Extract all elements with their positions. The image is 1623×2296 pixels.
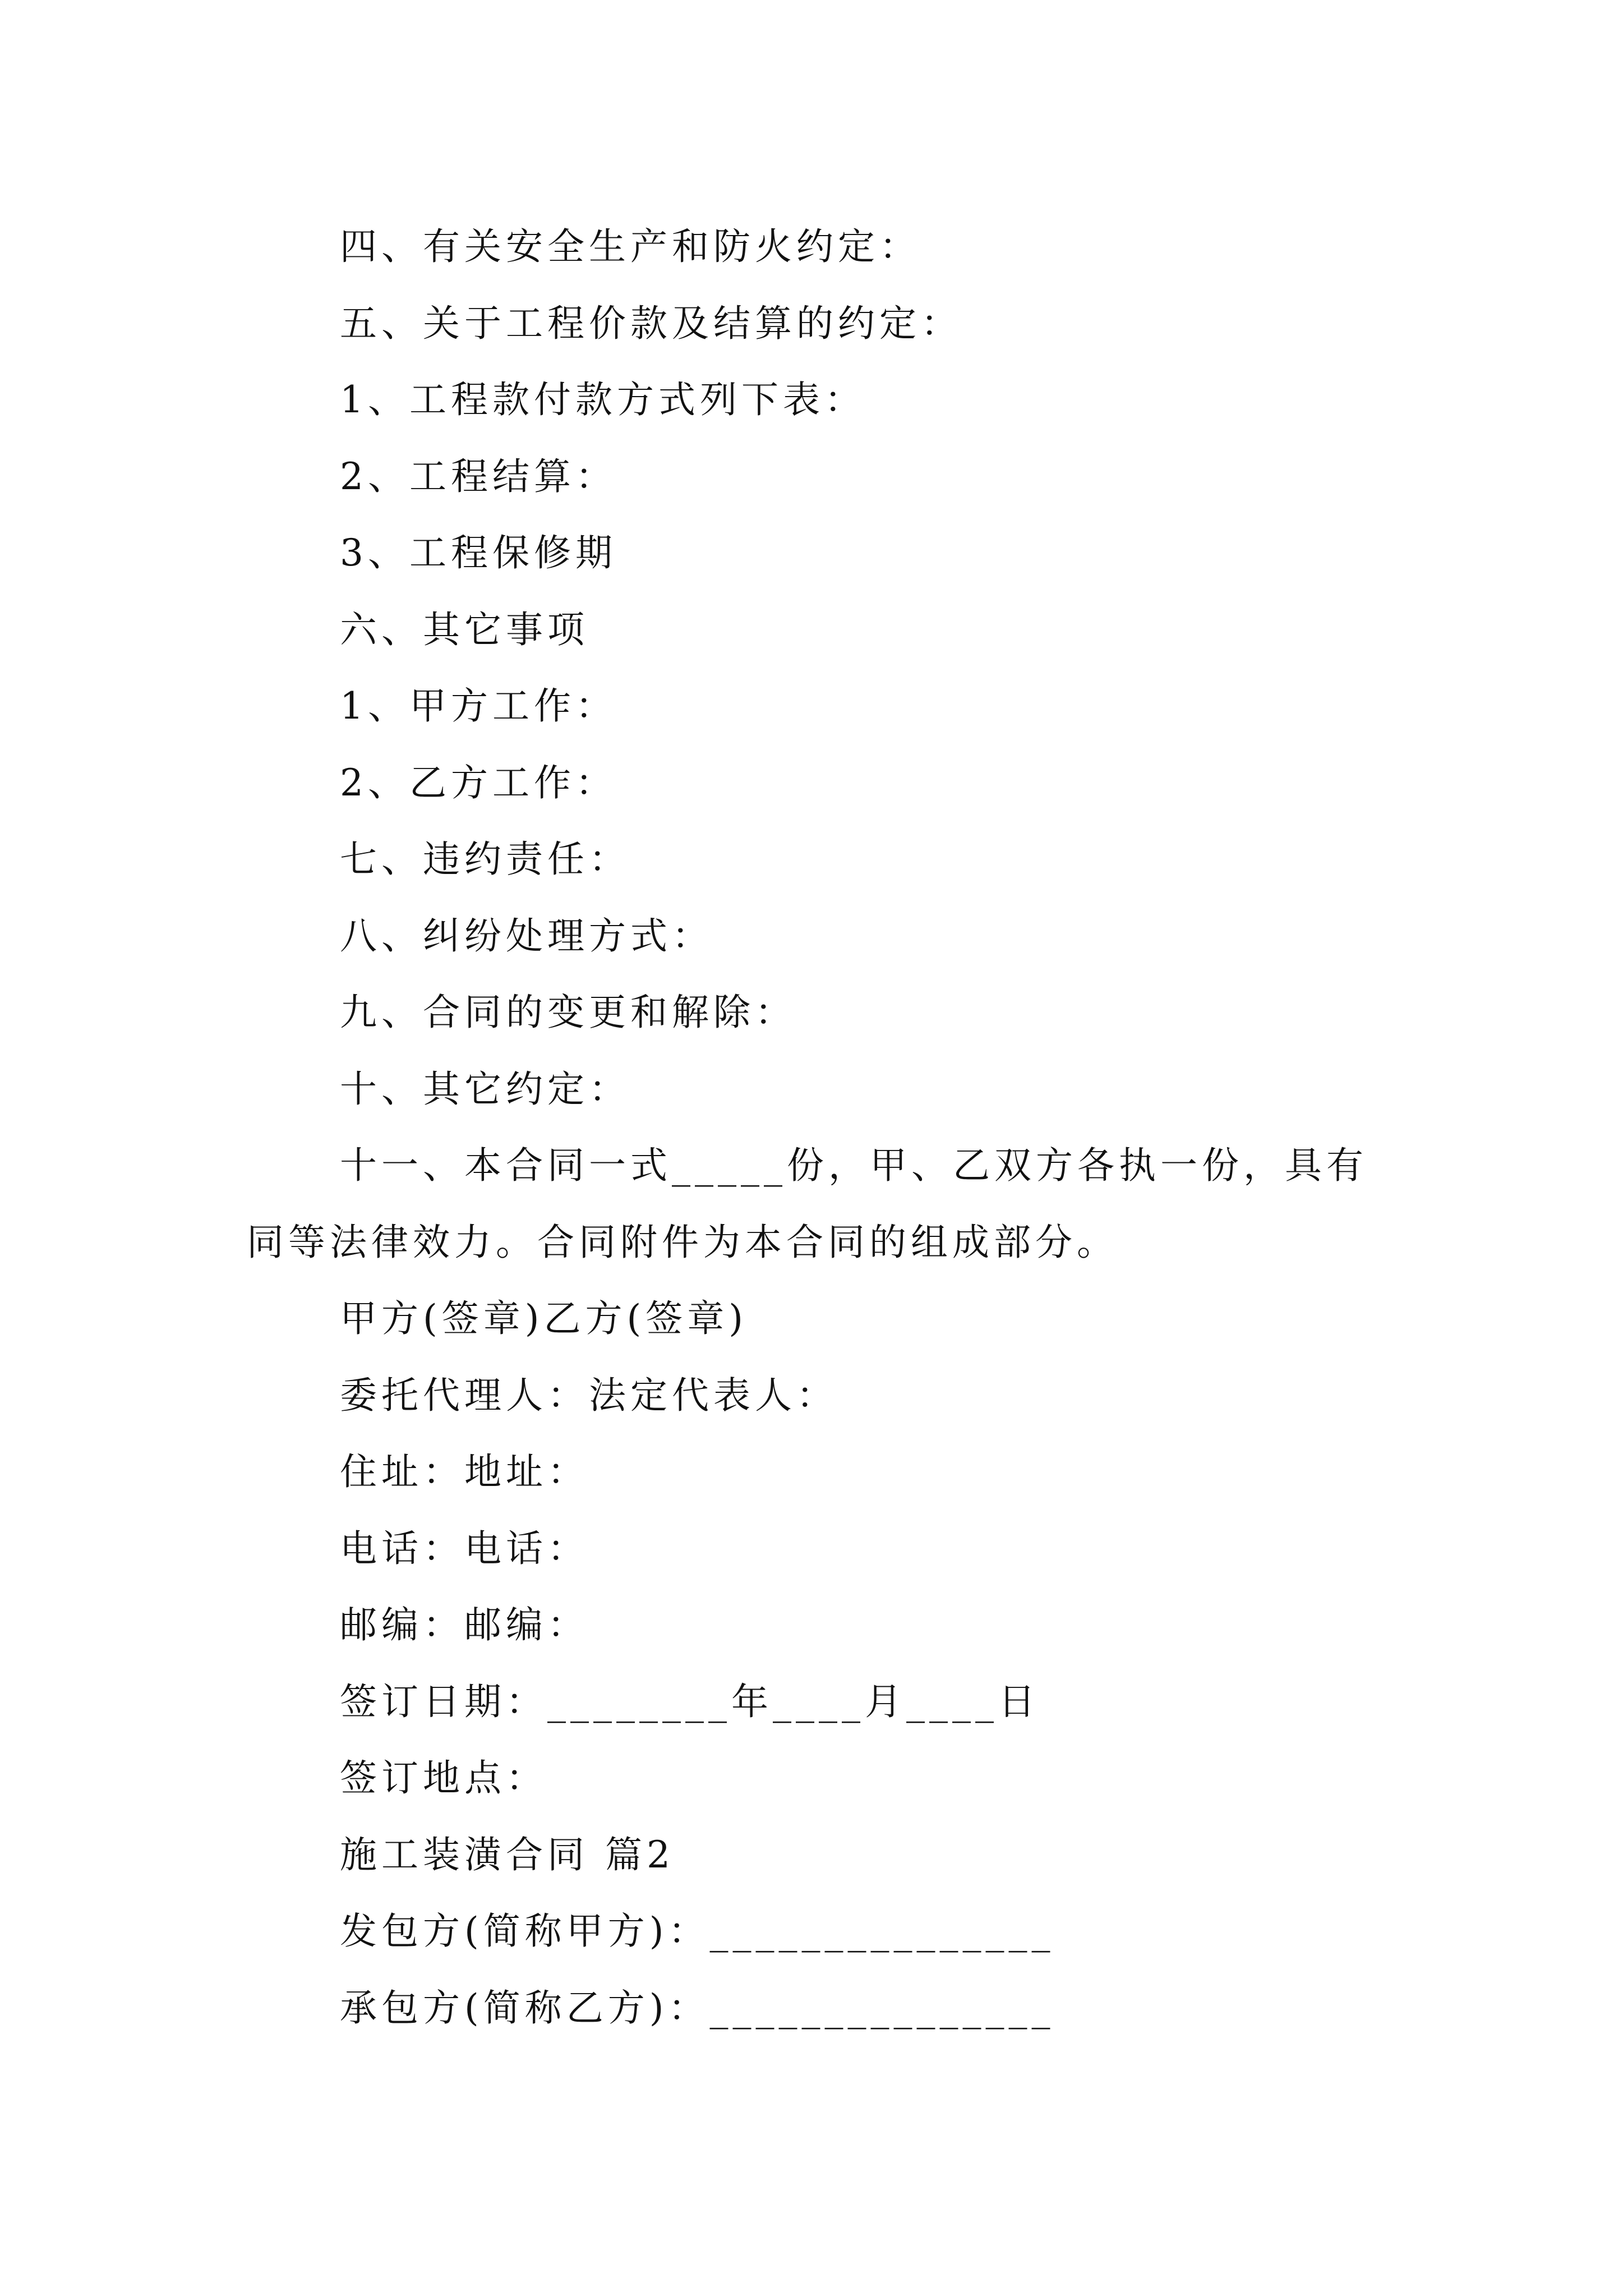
clause-breach: 七、违约责任：	[340, 838, 630, 881]
party-a-line: 发包方(简称甲方)：_______________	[340, 1910, 1055, 1953]
clause-change-termination: 九、合同的变更和解除：	[340, 991, 796, 1034]
signature-address: 住址：地址：	[340, 1450, 589, 1493]
item-party-a-work: 1、甲方工作：	[340, 684, 617, 728]
clause-other-agreements: 十、其它约定：	[340, 1067, 630, 1111]
signature-date: 签订日期：________年____月____日	[340, 1680, 1040, 1723]
clause-safety-fire: 四、有关安全生产和防火约定：	[340, 225, 921, 268]
clause-price-settlement: 五、关于工程价款及结算的约定：	[340, 301, 962, 345]
signature-agents: 委托代理人：法定代表人：	[340, 1373, 838, 1417]
clause-other-matters: 六、其它事项	[340, 608, 589, 651]
signature-phone: 电话：电话：	[340, 1526, 589, 1570]
item-payment-method: 1、工程款付款方式列下表：	[340, 378, 866, 421]
signature-postcode: 邮编：邮编：	[340, 1603, 589, 1646]
clause-dispute: 八、纠纷处理方式：	[340, 914, 713, 958]
signature-place: 签订地点：	[340, 1756, 547, 1800]
clause-copies: 十一、本合同一式_____份，甲、乙双方各执一份，具有同等法律效力。合同附件为本合同的组成部分。	[247, 1144, 1368, 1264]
item-warranty: 3、工程保修期	[340, 531, 617, 574]
item-settlement: 2、工程结算：	[340, 454, 617, 498]
section-title: 施工装潢合同 篇2	[340, 1833, 675, 1876]
party-b-line: 承包方(简称乙方)：_______________	[340, 1986, 1055, 2030]
document-body	[247, 209, 1391, 2046]
signature-parties: 甲方(签章)乙方(签章)	[340, 1297, 748, 1340]
item-party-b-work: 2、乙方工作：	[340, 761, 617, 804]
